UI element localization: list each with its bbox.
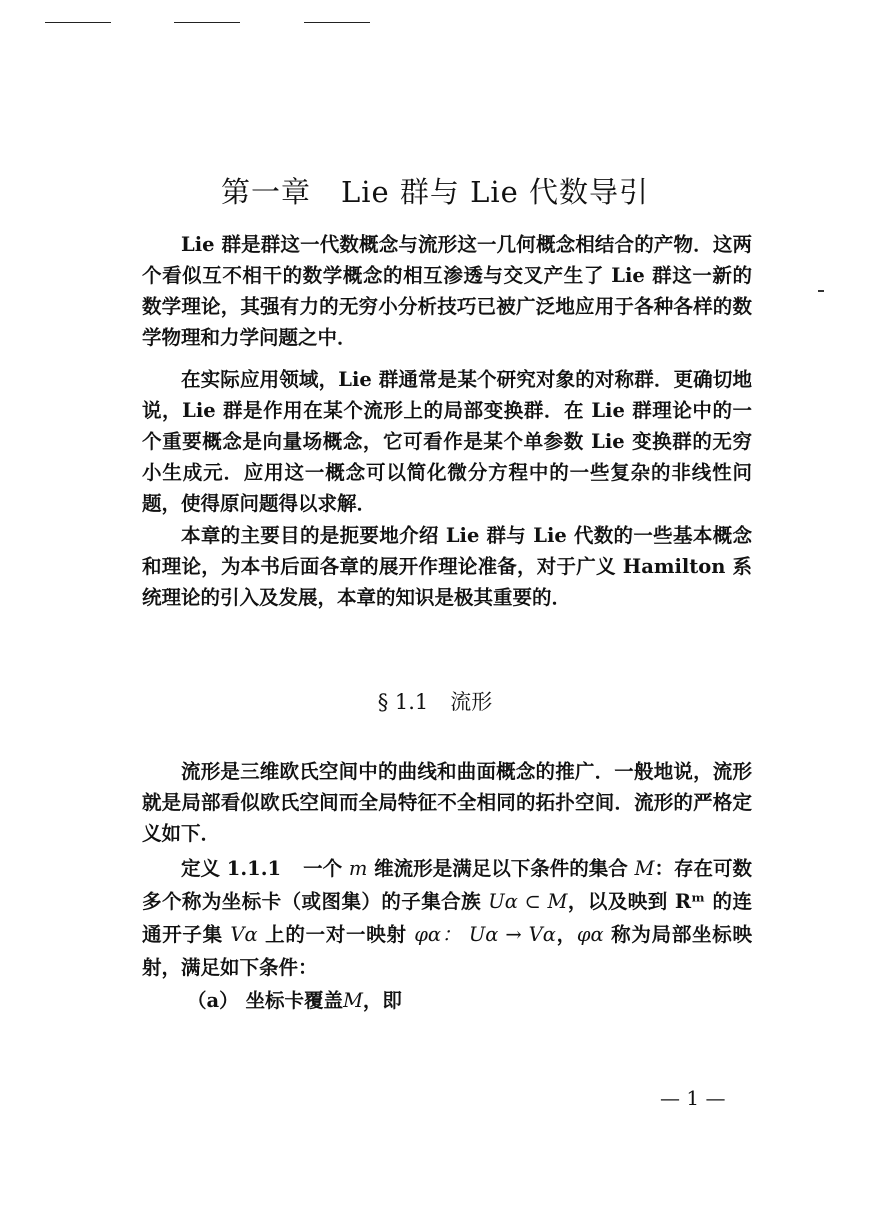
intro-paragraph-3: 本章的主要目的是扼要地介绍 Lie 群与 Lie 代数的一些基本概念和理论，为本书后面各章的展开作理论准备，对于广义 Hamilton 系统理论的引入及发展，本章的知识是极其重要的． [142, 524, 752, 609]
math-Rm: Rᵐ [674, 890, 706, 913]
intro-paragraph-1: Lie 群是群这一代数概念与流形这一几何概念相结合的产物．这两个看似互不相干的数学概念的相互渗透与交叉产生了 Lie 群这一新的数学理论，其强有力的无穷小分析技巧已被广泛地应用于各种各样的数学物理和力学问题之中． [142, 233, 752, 349]
intro-paragraph-2: 在实际应用领域，Lie 群通常是某个研究对象的对称群．更确切地说，Lie 群是作用在某个流形上的局部变换群．在 Lie 群理论中的一个重要概念是向量场概念，它可看作是某个单参数 Lie 变换群的无穷小生成元．应用这一概念可以简化微分方程中的一些复杂的非线性问题，使得原问题得以求解． [142, 368, 752, 515]
section-number: § 1.1 [377, 690, 429, 714]
math-V-alpha: Vα [230, 923, 258, 946]
scan-speck [818, 290, 824, 292]
definition-paragraph: 定义 1.1.1 一个 m 维流形是满足以下条件的集合 M：存在可数多个称为坐标卡（或图集）的子集合族 Uα ⊂ M，以及映到 Rᵐ 的连通开子集 Vα 上的一对一映射 φα： Uα → Vα，φα 称为局部坐标映射，满足如下条件： [142, 857, 752, 979]
section-heading [0, 686, 870, 716]
chapter-name: Lie 群与 Lie 代数导引 [340, 175, 650, 209]
section-name: 流形 [450, 690, 493, 714]
header-rule-3 [304, 22, 370, 23]
math-phi-map: φα： Uα → Vα [414, 923, 556, 946]
header-rule-1 [45, 22, 111, 23]
header-rule-2 [174, 22, 240, 23]
math-U-subset-M: Uα ⊂ M [488, 890, 568, 913]
item-label: （a） [187, 989, 239, 1012]
page-number: — 1 — [660, 1086, 726, 1110]
math-phi-alpha: φα [576, 923, 604, 946]
chapter-number: 第一章 [220, 175, 311, 209]
definition-label: 定义 1.1.1 [181, 857, 282, 880]
chapter-title [0, 170, 870, 211]
section-paragraph: 流形是三维欧氏空间中的曲线和曲面概念的推广．一般地说，流形就是局部看似欧氏空间而全局特征不全相同的拓扑空间．流形的严格定义如下． [142, 760, 752, 845]
condition-item-a: （a） 坐标卡覆盖M，即 [187, 989, 402, 1012]
math-M: M [634, 857, 655, 880]
math-M-item: M [342, 989, 363, 1012]
math-m: m [348, 857, 368, 880]
